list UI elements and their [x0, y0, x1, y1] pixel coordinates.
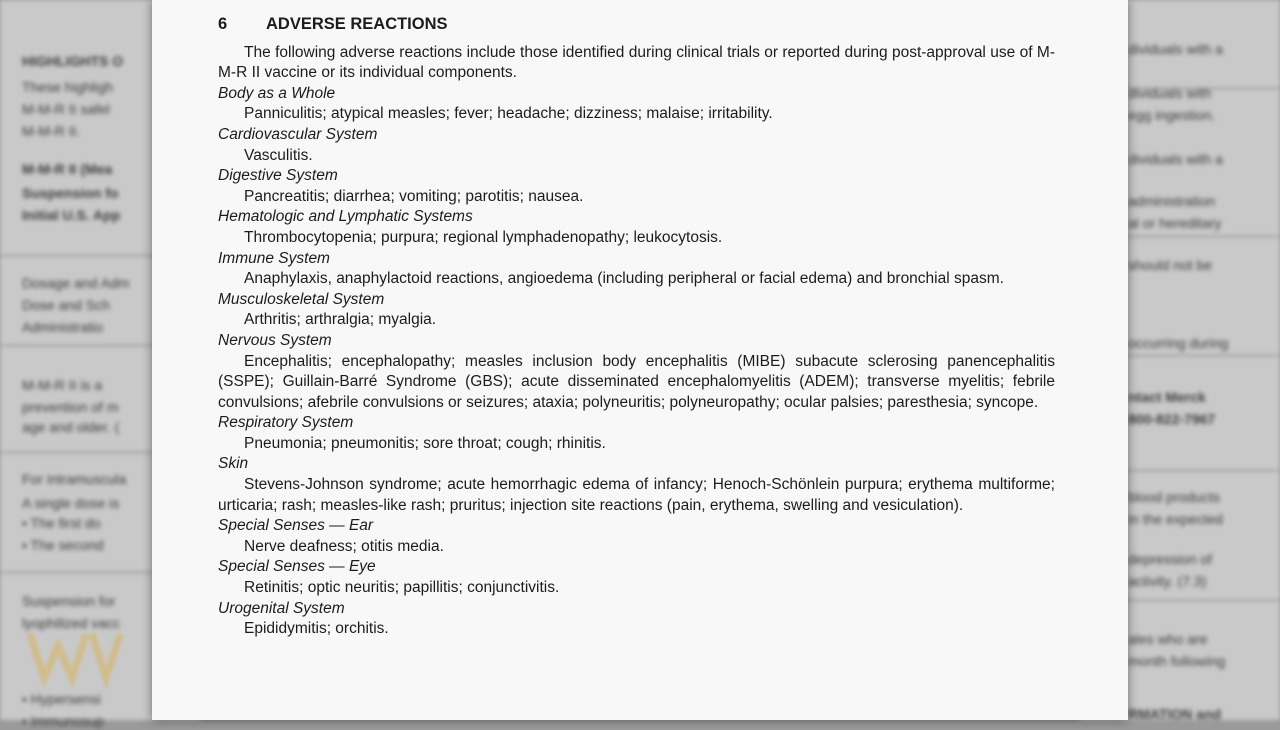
reaction-category	[218, 413, 1055, 454]
background-text-line: M-M-R II safel	[22, 101, 110, 117]
background-text-line: in the expected	[1128, 511, 1223, 527]
category-reactions: Pneumonia; pneumonitis; sore throat; cough; rhinitis.	[244, 434, 606, 452]
background-text-line: Suspension for	[22, 593, 116, 609]
reaction-category	[218, 516, 1055, 557]
background-text-line: should not be	[1128, 257, 1213, 273]
category-reactions: Vasculitis.	[244, 146, 313, 164]
background-text-line: M-M-R II is a	[22, 377, 103, 393]
reaction-category	[218, 249, 1055, 290]
background-text-line: egg ingestion.	[1128, 107, 1216, 123]
category-title: Special Senses — Ear	[218, 517, 374, 535]
background-text-line: lyophilized vacc	[22, 615, 121, 631]
background-text-line: occurring during	[1128, 335, 1229, 351]
section-heading	[218, 14, 1055, 35]
background-text-line: Dose and Sch	[22, 297, 110, 313]
category-reactions: Thrombocytopenia; purpura; regional lymphadenopathy; leukocytosis.	[244, 228, 723, 246]
category-reactions: Encephalitis; encephalopathy; measles inclusion body encephalitis (MIBE) subacute sclerosing panencephalitis (SSPE); Guillain-Barré Syndrome (GBS); acute disseminated encephalomyelitis (ADEM); transverse myelitis; febrile convulsions; afebrile convulsions or seizures; ataxia; polyneuritis; polyneuropathy; ocular palsies; paresthesia; syncope.	[218, 352, 1055, 411]
category-title: Immune System	[218, 249, 330, 267]
background-text-line: age and older. (	[22, 419, 120, 435]
background-text-line: • The second	[22, 537, 104, 553]
document-page	[152, 0, 1128, 720]
background-text-line: M-M-R II.	[22, 123, 81, 139]
background-text-line: month following	[1128, 653, 1226, 669]
background-text-line: ntact Merck	[1128, 389, 1206, 405]
background-text-line: administration	[1128, 193, 1216, 209]
background-text-line: A single dose is	[22, 495, 120, 511]
background-text-line: prevention of m	[22, 399, 119, 415]
category-title: Respiratory System	[218, 414, 354, 432]
category-title: Musculoskeletal System	[218, 290, 385, 308]
background-text-line: • Immunosup	[22, 713, 104, 729]
reaction-category	[218, 331, 1055, 413]
category-reactions: Stevens-Johnson syndrome; acute hemorrhagic edema of infancy; Henoch-Schönlein purpura; erythema multiforme; urticaria; rash; measles-like rash; pruritus; injection site reactions (pain, erythema, swelling and vesiculation).	[218, 476, 1055, 514]
background-text-line: activity. (7.3)	[1128, 573, 1207, 589]
background-text-line: Initial U.S. App	[22, 207, 121, 223]
background-text-line: RMATION and	[1128, 706, 1222, 722]
background-text-line: blood products	[1128, 489, 1220, 505]
background-text-line: Suspension fo	[22, 185, 119, 201]
category-title: Hematologic and Lymphatic Systems	[218, 208, 473, 226]
background-text-line: al or hereditary	[1128, 215, 1222, 231]
reaction-category	[218, 454, 1055, 516]
background-text-line: Dosage and Adm	[22, 275, 130, 291]
category-title: Urogenital System	[218, 599, 345, 617]
background-text-line: HIGHLIGHTS O	[22, 53, 124, 69]
background-text-line: dividuals with a	[1128, 41, 1223, 57]
reaction-category	[218, 290, 1055, 331]
category-reactions: Nerve deafness; otitis media.	[244, 537, 444, 555]
background-text-line: ales who are	[1128, 631, 1208, 647]
watermark-logo-icon	[22, 626, 132, 686]
section-content	[218, 14, 1055, 640]
background-text-line: • Hypersensi	[22, 691, 101, 707]
reaction-category	[218, 84, 1055, 125]
category-title: Special Senses — Eye	[218, 558, 376, 576]
adverse-reaction-list	[218, 84, 1055, 640]
category-reactions: Retinitis; optic neuritis; papillitis; conjunctivitis.	[244, 579, 560, 597]
reaction-category	[218, 207, 1055, 248]
background-text-line: For intramuscula	[22, 471, 127, 487]
category-title: Body as a Whole	[218, 84, 336, 102]
category-title: Cardiovascular System	[218, 125, 378, 143]
reaction-category	[218, 166, 1055, 207]
watermark-logo	[22, 626, 132, 686]
category-title: Digestive System	[218, 167, 338, 185]
reaction-category	[218, 125, 1055, 166]
background-text-line: dividuals with a	[1128, 151, 1223, 167]
background-text-line: Administratio	[22, 319, 103, 335]
reaction-category	[218, 599, 1055, 640]
category-reactions: Anaphylaxis, anaphylactoid reactions, angioedema (including peripheral or facial edema) and bronchial spasm.	[244, 270, 1004, 288]
background-text-line: These highligh	[22, 79, 114, 95]
category-reactions: Panniculitis; atypical measles; fever; headache; dizziness; malaise; irritability.	[244, 105, 773, 123]
background-text-line: 800-822-7967	[1128, 411, 1216, 427]
category-reactions: Pancreatitis; diarrhea; vomiting; parotitis; nausea.	[244, 187, 584, 205]
background-text-line: depression of	[1128, 551, 1213, 567]
category-title: Nervous System	[218, 331, 332, 349]
section-title: ADVERSE REACTIONS	[266, 15, 448, 33]
section-number: 6	[218, 15, 228, 33]
background-text-line: M-M-R II (Mea	[22, 161, 113, 177]
reaction-category	[218, 557, 1055, 598]
category-reactions: Arthritis; arthralgia; myalgia.	[244, 311, 437, 329]
section-intro: The following adverse reactions include those identified during clinical trials or reported during post-approval use of M-M-R II vaccine or its individual components.	[218, 43, 1055, 82]
background-text-line: • The first do	[22, 515, 101, 531]
category-reactions: Epididymitis; orchitis.	[244, 620, 389, 638]
background-text-line: dividuals with	[1128, 85, 1212, 101]
category-title: Skin	[218, 455, 249, 473]
